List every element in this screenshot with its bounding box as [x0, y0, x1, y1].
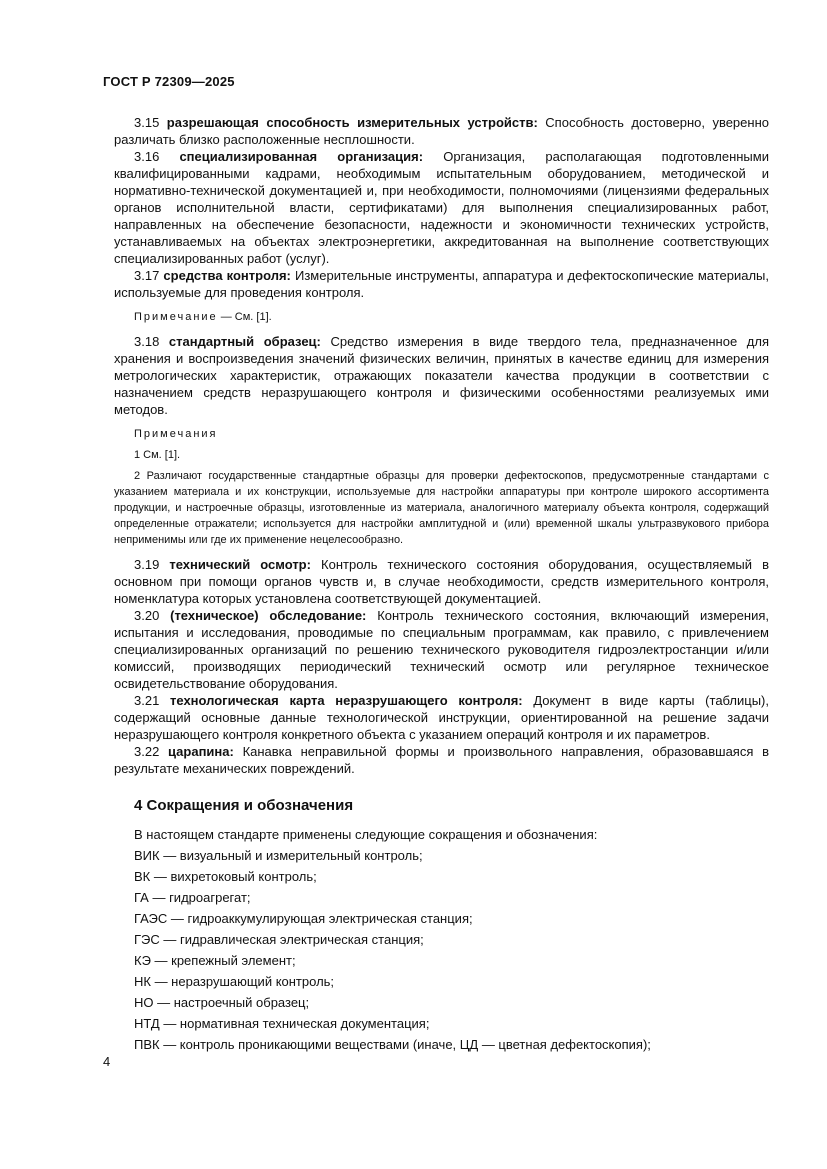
- term-title: царапина:: [168, 744, 234, 759]
- term-3-22: 3.22 царапина: Канавка неправильной формы и произвольного направления, образовавшаяся в результате механических повреждений.: [114, 744, 769, 776]
- abbreviation-item: ВК — вихретоковый контроль;: [134, 869, 317, 884]
- abbreviation-item: ГА — гидроагрегат;: [134, 890, 251, 905]
- abbreviation-item: КЭ — крепежный элемент;: [134, 953, 296, 968]
- note-3-17: Примечание — См. [1].: [134, 311, 272, 323]
- term-title: технический осмотр:: [169, 557, 311, 572]
- notes-label: Примечания: [134, 428, 218, 440]
- term-3-15: 3.15 разрешающая способность измерительных устройств: Способность достоверно, уверенно различать близко расположенные несплошности.: [114, 115, 769, 147]
- section-intro: В настоящем стандарте применены следующие сокращения и обозначения:: [134, 827, 598, 842]
- abbreviation-item: НТД — нормативная техническая документация;: [134, 1016, 430, 1031]
- note-item-2: 2 Различают государственные стандартные образцы для проверки дефектоскопов, предусмотренные стандартами с указанием материала и их конструкции, используемые для настройки аппаратуры при контроле широкого ассортимента продукции, и настроечные образцы, изготовленные из материала, аналогичного материалу объекта контроля, содержащий определенные отражатели; используется для настройки амплитудной и (или) временной шкалы ультразвукового прибора неприменимы или где их применение нецелесообразно.: [114, 470, 769, 546]
- term-title: специализированная организация:: [179, 149, 424, 164]
- note-item-1: 1 См. [1].: [134, 449, 181, 461]
- term-title: стандартный образец:: [168, 334, 321, 349]
- abbreviation-item: ПВК — контроль проникающими веществами (иначе, ЦД — цветная дефектоскопия);: [134, 1037, 651, 1052]
- abbreviation-item: ГАЭС — гидроаккумулирующая электрическая станция;: [134, 911, 473, 926]
- term-3-17: 3.17 средства контроля: Измерительные инструменты, аппаратура и дефектоскопические материалы, используемые для проведения контроля.: [114, 268, 770, 300]
- abbreviation-item: НК — неразрушающий контроль;: [134, 974, 335, 989]
- term-title: (техническое) обследование:: [170, 608, 367, 623]
- abbreviation-item: ГЭС — гидравлическая электрическая станция;: [134, 932, 424, 947]
- term-3-21: 3.21 технологическая карта неразрушающего контроля: Документ в виде карты (таблицы), содержащий основные данные технологической инструкции, ориентированной на решение задачи неразрушающего контроля конкретного объекта с указанием операций контроля и их параметров.: [114, 693, 769, 742]
- term-3-16: 3.16 специализированная организация: Организация, располагающая подготовленными квалифицированными кадрами, необходимым испытательным оборудованием, методической и нормативно-технической документацией и, при необходимости, полномочиями (лицензиями федеральных органов исполнительной власти, сертификатами) для выполнения специализированных работ, направленных на обеспечение безопасности, надежности и экономичности технических устройств, устанавливаемых на объектах электроэнергетики, аккредитованная на выполнение соответствующих специализированных работ (услуг).: [114, 149, 769, 266]
- page-number: 4: [103, 1054, 111, 1069]
- page-content: [114, 114, 769, 1053]
- section-heading: 4 Сокращения и обозначения: [134, 797, 354, 814]
- abbreviation-item: ВИК — визуальный и измерительный контроль;: [134, 848, 423, 863]
- term-title: разрешающая способность измерительных устройств:: [166, 115, 538, 130]
- abbreviation-item: НО — настроечный образец;: [134, 995, 310, 1010]
- term-3-20: 3.20 (техническое) обследование: Контроль технического состояния, включающий измерения, испытания и исследования, проводимые по специальным программам, как правило, с привлечением специализированных организаций по решению технического руководителя гидроэлектростанции и/или комиссий, производящих периодический технический осмотр или регулярное техническое освидетельствование оборудования.: [114, 608, 769, 691]
- document-header: ГОСТ Р 72309—2025: [103, 74, 235, 89]
- term-3-18: 3.18 стандартный образец: Средство измерения в виде твердого тела, предназначенное для хранения и воспроизведения значений физических величин, принятых в качестве единиц для измерения метрологических характеристик, отражающих показатели качества продукции в соответствии с назначением средств неразрушающего контроля и физическими особенностями реализуемых ими методов.: [114, 334, 769, 417]
- term-title: технологическая карта неразрушающего контроля:: [170, 693, 523, 708]
- term-3-19: 3.19 технический осмотр: Контроль технического состояния оборудования, осуществляемый в основном при помощи органов чувств и, в случае необходимости, средств измерительного контроля, номенклатура которых установлена соответствующей документацией.: [114, 557, 769, 606]
- term-title: средства контроля:: [163, 268, 291, 283]
